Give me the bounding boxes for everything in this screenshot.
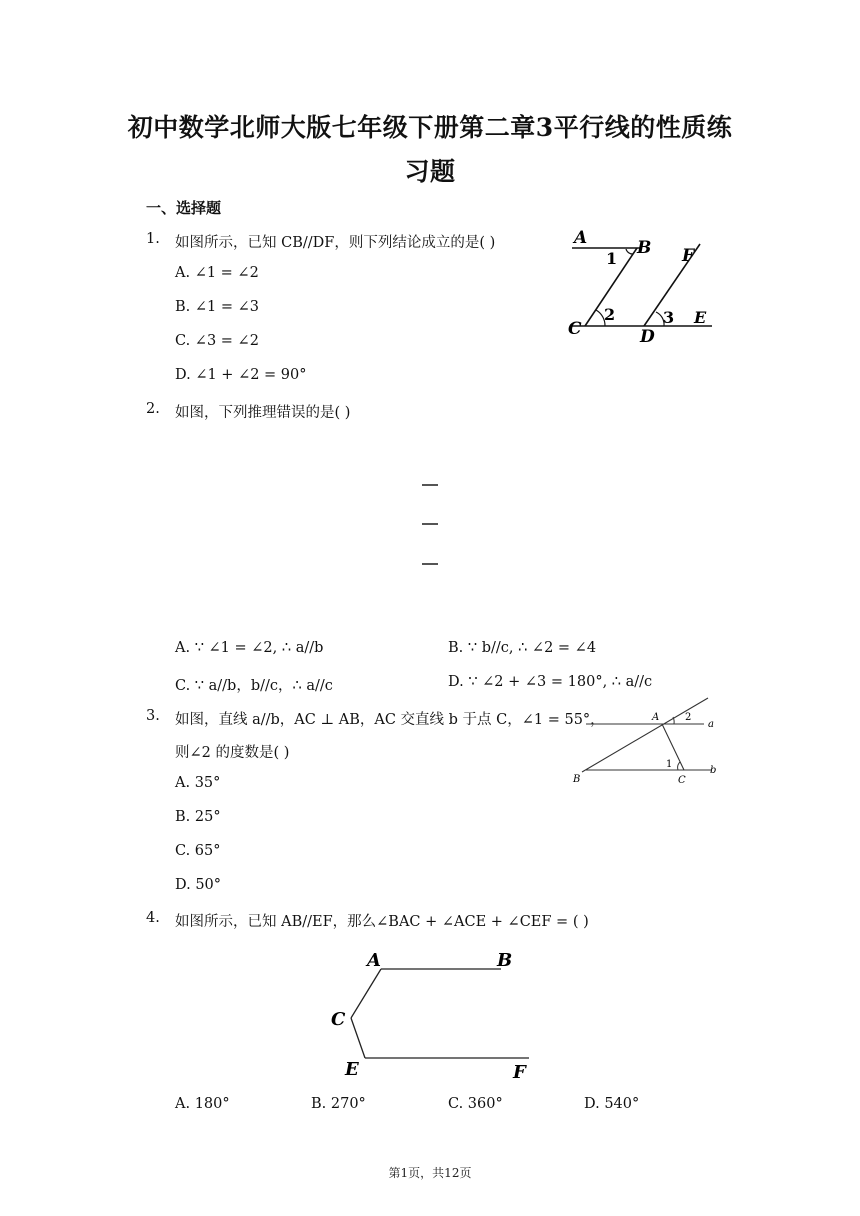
- q1-fig-label-f: F: [682, 246, 695, 266]
- q1-fig-label-e: E: [694, 308, 707, 327]
- q3-text-line2: 则∠2 的度数是( ): [175, 745, 290, 761]
- q1-fig-label-2: 2: [604, 305, 616, 324]
- q3-text-line1: 如图，直线 a//b，AC ⊥ AB，AC 交直线 b 于点 C，∠1 = 55°，: [175, 712, 605, 728]
- page-title-line1: 初中数学北师大版七年级下册第二章3平行线的性质练: [127, 113, 733, 142]
- q4-fig-label-e: E: [345, 1059, 359, 1080]
- q2-text: 如图，下列推理错误的是( ): [175, 405, 351, 421]
- q1-fig-label-a: A: [574, 228, 588, 248]
- q4-option-b[interactable]: B. 270°: [311, 1096, 366, 1112]
- q4-number: 4.: [146, 910, 160, 926]
- section-heading: 一、选择题: [146, 199, 222, 217]
- q1-fig-label-1: 1: [606, 249, 618, 268]
- q3-fig-label-a-line: a: [708, 719, 714, 730]
- q1-option-a[interactable]: A. ∠1 = ∠2: [175, 265, 259, 281]
- page-title-line2: 习题: [404, 157, 456, 186]
- q1-fig-label-d: D: [640, 327, 655, 347]
- q4-fig-label-c: C: [331, 1009, 346, 1030]
- q1-fig-label-3: 3: [663, 308, 675, 327]
- q3-fig-label-b: B: [573, 774, 581, 785]
- q4-option-d[interactable]: D. 540°: [584, 1096, 640, 1112]
- q4-fig-label-a: A: [367, 950, 381, 971]
- q2-option-b[interactable]: B. ∵ b//c, ∴ ∠2 = ∠4: [448, 640, 597, 656]
- q3-fig-label-b-line: b: [710, 765, 717, 776]
- q3-option-d[interactable]: D. 50°: [175, 877, 222, 893]
- q2-figure-placeholder: [418, 478, 442, 570]
- q3-number: 3.: [146, 708, 160, 724]
- q1-option-b[interactable]: B. ∠1 = ∠3: [175, 299, 259, 315]
- q4-option-c[interactable]: C. 360°: [448, 1096, 503, 1112]
- q1-option-c[interactable]: C. ∠3 = ∠2: [175, 333, 259, 349]
- q2-number: 2.: [146, 401, 160, 417]
- q1-number: 1.: [146, 231, 160, 247]
- q4-option-a[interactable]: A. 180°: [175, 1096, 230, 1112]
- q2-option-a[interactable]: A. ∵ ∠1 = ∠2, ∴ a//b: [175, 640, 324, 656]
- q4-text: 如图所示，已知 AB//EF，那么∠BAC + ∠ACE + ∠CEF = ( ): [175, 914, 589, 930]
- page-footer: 第1页，共12页: [388, 1166, 472, 1180]
- q1-option-d[interactable]: D. ∠1 + ∠2 = 90°: [175, 367, 307, 383]
- q3-option-c[interactable]: C. 65°: [175, 843, 221, 859]
- q3-option-a[interactable]: A. 35°: [175, 775, 221, 791]
- q3-figure: [570, 692, 722, 788]
- q4-figure: [325, 942, 540, 1082]
- q2-option-c[interactable]: C. ∵ a//b，b//c，∴ a//c: [175, 678, 333, 694]
- q3-fig-label-1: 1: [666, 759, 673, 770]
- q3-fig-label-a: A: [652, 712, 660, 723]
- q4-fig-label-f: F: [513, 1062, 526, 1082]
- q3-option-b[interactable]: B. 25°: [175, 809, 221, 825]
- q1-fig-label-c: C: [568, 319, 582, 339]
- q1-text: 如图所示，已知 CB//DF，则下列结论成立的是( ): [175, 235, 496, 251]
- q4-fig-label-b: B: [497, 950, 513, 971]
- q1-fig-label-b: B: [637, 238, 652, 258]
- q3-fig-label-2: 2: [685, 712, 692, 723]
- q3-fig-label-c: C: [678, 775, 686, 786]
- q1-figure: [560, 222, 720, 350]
- q2-option-d[interactable]: D. ∵ ∠2 + ∠3 = 180°, ∴ a//c: [448, 674, 653, 690]
